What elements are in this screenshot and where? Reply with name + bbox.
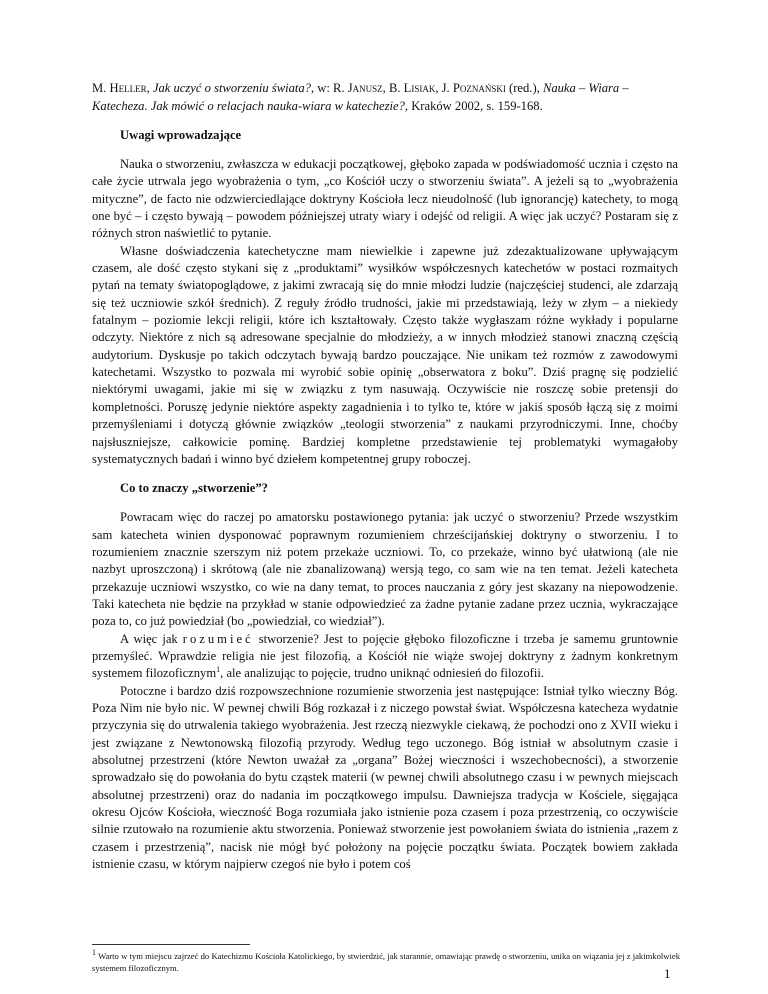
- paragraph: [92, 631, 678, 683]
- footnote-divider: [92, 944, 250, 945]
- editor-name: Poznański: [452, 81, 506, 95]
- citation-separator: , w: R.: [311, 81, 348, 95]
- citation-separator: , B.: [382, 81, 404, 95]
- editor-name: Janusz: [347, 81, 383, 95]
- section-heading: Uwagi wprowadzające: [120, 128, 242, 142]
- citation-separator: (red.),: [505, 81, 543, 95]
- footnote-number: 1: [92, 948, 96, 958]
- citation-tail: , Kraków 2002, s. 159-168.: [404, 98, 543, 113]
- article-title: Jak uczyć o stworzeniu świata?: [152, 81, 311, 95]
- section-heading: Co to znaczy „stworzenie”?: [120, 481, 268, 496]
- citation-separator: , J.: [435, 81, 453, 95]
- paragraph-text: A więc jak: [120, 631, 183, 646]
- spaced-emphasis: rozumieć: [182, 631, 254, 646]
- author-surname: Heller: [109, 81, 147, 95]
- paragraph-text: stworzenie? Jest to pojęcie głęboko filozoficzne i trzeba je samemu gruntownie przemyśleć. Wprawdzie religia nie jest filozofią, a Kościół nie wiąże swojej doktryny z żadnym konkretnym systemem filozoficznym: [92, 631, 678, 681]
- book-title: Nauka – Wiara – Katecheza. Jak mówić o relacjach nauka-wiara w katechezie?: [92, 81, 629, 113]
- footnote-text: Warto w tym miejscu zajrzeć do Katechizmu Kościoła Katolickiego, by stwierdzić, jak starannie, omawiając prawdę o stworzeniu, unika on wiązania jej z jakimkolwiek systemem filozoficznym.: [92, 951, 680, 973]
- paragraph: Powracam więc do raczej po amatorsku postawionego pytania: jak uczyć o stworzeniu? Przede wszystkim sam katecheta winien dysponować poprawnym rozumieniem chrześcijańskiej doktryny o stworzeniu. I to rozumieniem znacznie szerszym niż potem przekaże uczniowi. To, co przekaże, winno być ułatwioną (ale nie nazbyt uproszczoną) i skrótową (ale nie zbanalizowaną) wersją tego, co sam wie na ten temat. Jeżeli katecheta przekazuje uczniowi wszystko, co wie na dany temat, to proces nauczania z góry jest skazany na niepowodzenie. Taki katecheta nie będzie na przykład w stanie odpowiedzieć za żadne pytanie zadane przez ucznia, wykraczające poza to, co już powiedział (bo „powiedział, co wiedział”).: [92, 510, 678, 629]
- document-page: [92, 80, 678, 873]
- author-initial: M.: [92, 81, 110, 95]
- bibliographic-citation: M. Heller, Jak uczyć o stworzeniu świata?, w: R. Janusz, B. Lisiak, J. Poznański (red.), Nauka – Wiara – Katecheza. Jak mówić o relacjach nauka-wiara w katechezie?, Kraków 2002, s. 159-168.: [92, 81, 629, 113]
- footnote-reference[interactable]: 1: [216, 665, 221, 675]
- paragraph: Potoczne i bardzo dziś rozpowszechnione rozumienie stworzenia jest następujące: Istniał tylko wieczny Bóg. Poza Nim nie było nic. W pewnej chwili Bóg rozkazał i z niczego powstał świat. Współczesna katecheza wydatnie przyczynia się do utrwalenia takiego wyobrażenia. Jest rzeczą niezwykle ciekawą, że pochodzi ono z XVII wieku i jest związane z Newtonowską filozofią przyrody. Według tego uczonego. Bóg istniał w absolutnym czasie i absolutnej przestrzeni (które Newton uważał za „organa” Bożej wieczności i wszechobecności), a stworzenie sprowadzało się do powołania do bytu cząstek materii (w pewnej chwili absolutnego czasu i w pewnych miejscach absolutnej przestrzeni) oraz do nadania im początkowego impulsu. Dawniejsza tradycja w Kościele, sięgająca okresu Ojców Kościoła, wieczność Boga rozumiała jako istnienie poza czasem i poza przestrzenią, co oczywiście silnie rzutowało na rozumienie aktu stworzenia. Ponieważ stworzenie jest powołaniem świata do istnienia „razem z czasem i przestrzenią”, nacisk nie mógł być położony na pojęcie początku świata. Początek bowiem zakłada istnienie czasu, w którym najpierw czegoś nie było i potem coś: [92, 683, 678, 872]
- editor-name: Lisiak: [403, 81, 436, 95]
- paragraph-text: , ale analizując to pojęcie, trudno uniknąć odniesień do filozofii.: [220, 666, 544, 681]
- paragraph: Nauka o stworzeniu, zwłaszcza w edukacji początkowej, głęboko zapada w podświadomość ucznia i często na całe życie utrwala jego wyobrażenia o tym, „co Kościół uczy o stworzeniu świata”. A jeżeli są to „wyobrażenia mityczne”, de facto nie odzwierciedlające doktryny Kościoła lecz nieudolność (lub ignorancję) katechety, to mogą one być – i często bywają – powodem późniejszej utraty wiary i odejść od religii. A więc jak uczyć? Postaram się z różnych stron naświetlić to pytanie.: [92, 157, 678, 241]
- paragraph: Własne doświadczenia katechetyczne mam niewielkie i zapewne już zdezaktualizowane upływającym czasem, ale dość często stykani się z „produktami” wysiłków współczesnych katechetów w postaci rozmaitych pytań na tematy światopoglądowe, z jakimi zwracają się do mnie młodzi ludzie (najczęściej studenci, ale zdarzają się też uczniowie szkół średnich). Z reguły źródło trudności, jakie mi przedstawiają, leży w złym – a niekiedy fatalnym – poziomie lekcji religii, które ich kształtowały. Często także wygłaszam różne wykłady i popularne odczyty. Niektóre z nich są adresowane specjalnie do młodzieży, a w innych młodzież stanowi znaczną częścią audytorium. Dyskusje po takich odczytach bywają bardzo pouczające. Nie unikam też rozmów z zawodowymi katechetami. Wszystko to pozwala mi wyrobić sobie opinię „obserwatora z boku”. Dziś pragnę się podzielić niektórymi uwagami, jakie mi się w związku z tym nasuwają. Oczywiście nie roszczę sobie pretensji do kompletności. Poruszę jedynie niektóre aspekty zagadnienia i to tylko te, które w jakiś sposób łączą się z moimi przemyśleniami i dotyczą głównie związków „teologii stworzenia” z naukami przyrodniczymi. Inne, choćby najsłuszniejsze, całkowicie pominę. Bardziej kompletne przedstawienie tej problematyki wymagałoby systematycznych badań i winno być dziełem kompetentnej grupy roboczej.: [92, 243, 678, 466]
- page-number: 1: [664, 966, 671, 981]
- footnote: [92, 950, 680, 974]
